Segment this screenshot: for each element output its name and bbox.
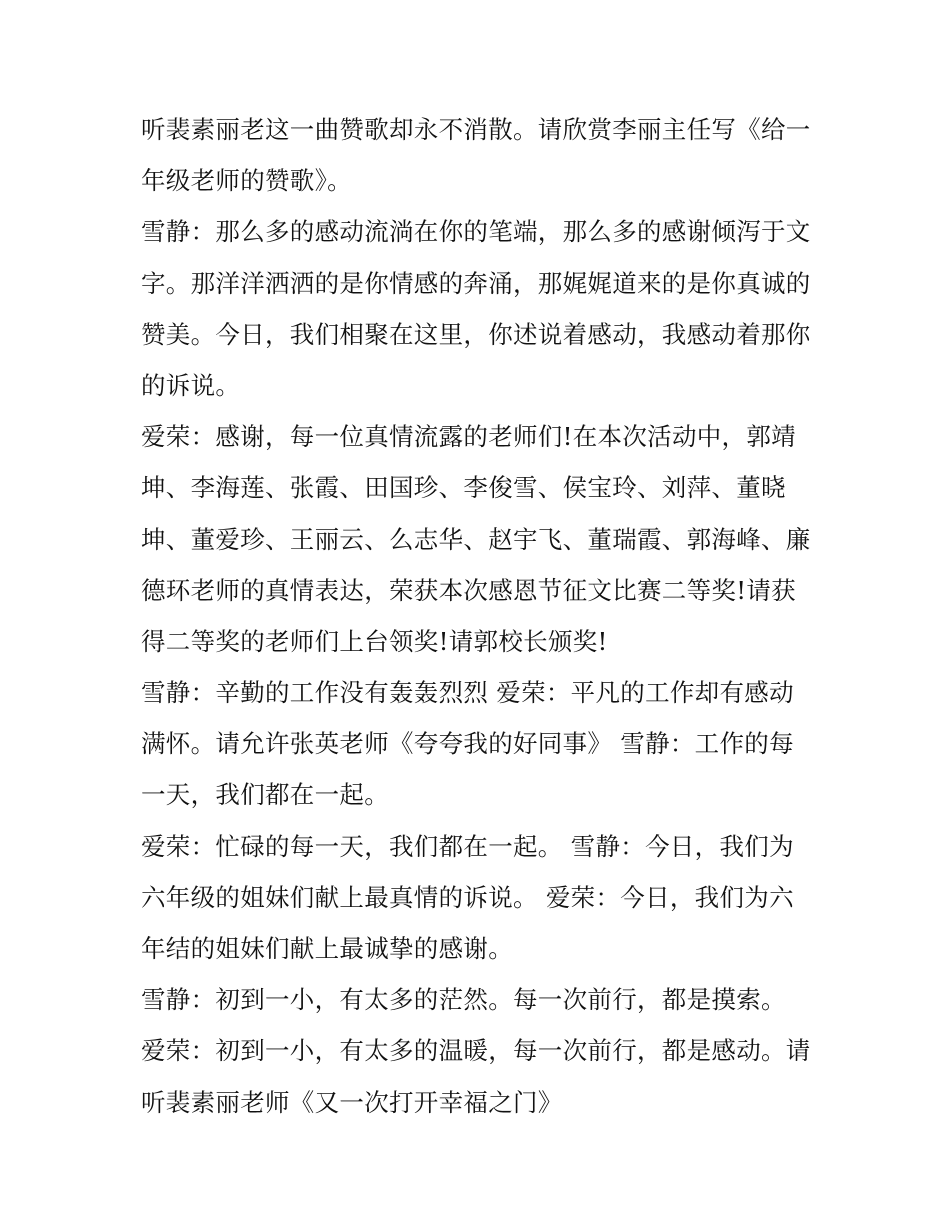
document-body <box>141 104 821 1128</box>
text-line: 雪静：那么多的感动流淌在你的笔端，那么多的感谢倾泻于文 <box>141 217 811 247</box>
text-line: 爱荣：忙碌的每一天，我们都在一起。 雪静：今日，我们为 <box>141 831 794 861</box>
text-line: 坤、李海莲、张霞、田国珍、李俊雪、侯宝玲、刘萍、董晓 <box>141 473 786 503</box>
text-line: 满怀。请允许张英老师《夸夸我的好同事》 雪静：工作的每 <box>141 729 794 759</box>
text-line: 爱荣：感谢，每一位真情流露的老师们!在本次活动中，郭靖 <box>141 422 796 452</box>
text-line: 年级老师的赞歌》。 <box>141 166 352 196</box>
text-line: 年结的姐妹们献上最诚挚的感谢。 <box>141 934 513 963</box>
text-line: 雪静：辛勤的工作没有轰轰烈烈 爱荣：平凡的工作却有感动 <box>141 678 794 708</box>
text-line: 爱荣：初到一小，有太多的温暖，每一次前行，都是感动。请 <box>141 1036 811 1066</box>
text-line: 得二等奖的老师们上台领奖!请郭校长颁奖! <box>141 626 608 656</box>
text-line: 赞美。今日，我们相聚在这里，你述说着感动，我感动着那你 <box>141 319 811 349</box>
text-line: 德环老师的真情表达，荣获本次感恩节征文比赛二等奖!请获 <box>141 575 796 605</box>
text-line: 雪静：初到一小，有太多的茫然。每一次前行，都是摸索。 <box>141 985 786 1015</box>
text-line: 一天，我们都在一起。 <box>141 780 389 810</box>
text-line: 六年级的姐妹们献上最真情的诉说。 爱荣：今日，我们为六 <box>141 882 794 912</box>
text-line: 听裴素丽老师《又一次打开幸福之门》 <box>141 1087 563 1117</box>
text-line: 坤、董爱珍、王丽云、么志华、赵宇飞、董瑞霞、郭海峰、廉 <box>141 524 811 554</box>
text-line: 字。那洋洋洒洒的是你情感的奔涌，那娓娓道来的是你真诚的 <box>141 268 811 298</box>
text-line: 听裴素丽老这一曲赞歌却永不消散。请欣赏李丽主任写《给一 <box>141 115 811 144</box>
text-line: 的诉说。 <box>141 370 241 400</box>
